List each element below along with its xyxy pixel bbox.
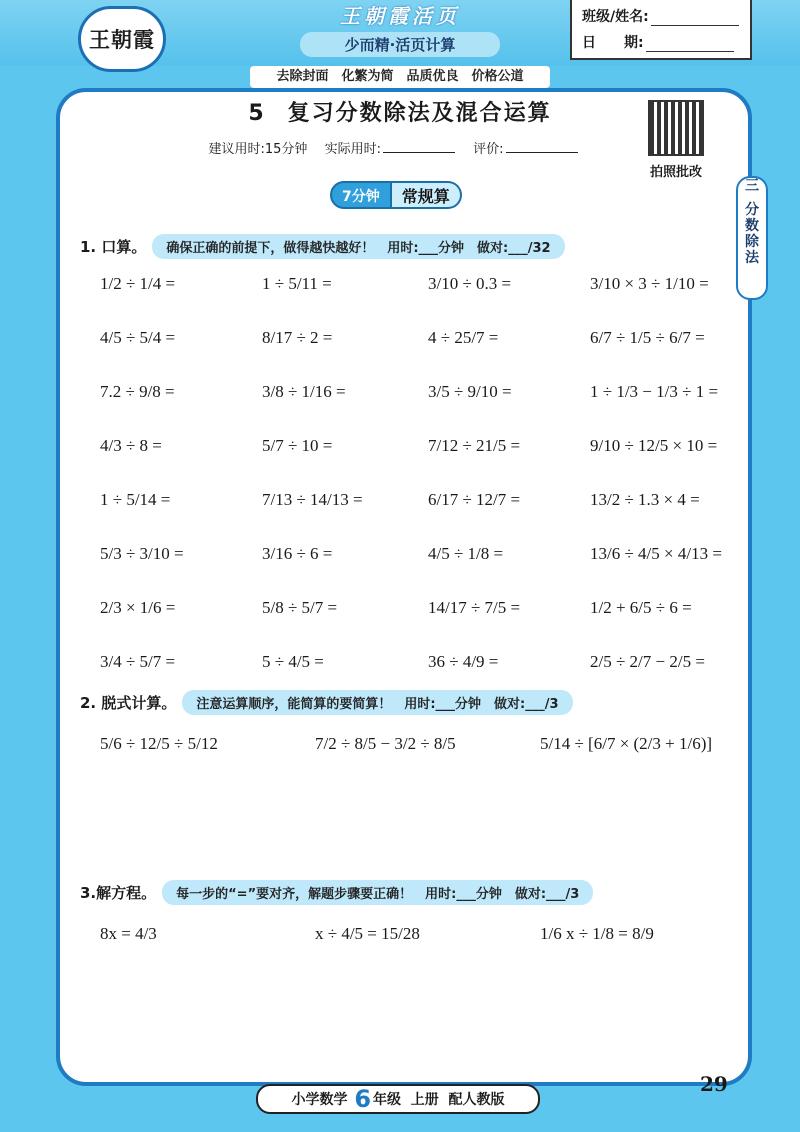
oral-item: 1/2 ÷ 1/4 = bbox=[100, 274, 176, 293]
chapter-side-tab bbox=[736, 176, 768, 300]
oral-item: 6/7 ÷ 1/5 ÷ 6/7 = bbox=[590, 328, 705, 347]
oral-item: 1 ÷ 1/3 − 1/3 ÷ 1 = bbox=[590, 382, 719, 401]
side-tab-char: 分 bbox=[745, 202, 759, 218]
equation-item: 8x = 4/3 bbox=[100, 924, 157, 943]
brand-title: 王朝霞活页 bbox=[340, 4, 460, 28]
oral-item: 5/3 ÷ 3/10 = bbox=[100, 544, 184, 563]
badge-minutes: 7分钟 bbox=[330, 181, 392, 209]
oral-item: 4/5 ÷ 5/4 = bbox=[100, 328, 176, 347]
actual-time-field[interactable] bbox=[383, 140, 455, 153]
qr-code[interactable] bbox=[648, 100, 704, 156]
footer-subject: 小学数学 bbox=[291, 1092, 348, 1108]
oral-item: 14/17 ÷ 7/5 = bbox=[428, 598, 521, 617]
side-tab-char: 三 bbox=[745, 178, 759, 194]
oral-item: 13/6 ÷ 4/5 × 4/13 = bbox=[590, 544, 722, 563]
student-info-box bbox=[570, 0, 752, 60]
footer-grade: 6 bbox=[354, 1085, 372, 1113]
evaluation-label: 评价: bbox=[473, 142, 504, 157]
section-stepwise bbox=[80, 690, 573, 715]
oral-item: 9/10 ÷ 12/5 × 10 = bbox=[590, 436, 718, 455]
date-field[interactable] bbox=[646, 37, 734, 52]
section-label: 2. 脱式计算。 bbox=[80, 694, 177, 712]
oral-item: 3/8 ÷ 1/16 = bbox=[262, 382, 346, 401]
page-number: 29 bbox=[700, 1072, 728, 1096]
section-tip: 注意运算顺序，能简算的要简算！ 用时:___分钟 做对:___/3 bbox=[182, 690, 572, 715]
stepwise-item: 5/14 ÷ [6/7 × (2/3 + 1/6)] bbox=[540, 734, 713, 753]
section-tip: 确保正确的前提下，做得越快越好！ 用时:___分钟 做对:___/32 bbox=[152, 234, 564, 259]
section-equations bbox=[80, 880, 593, 905]
footer-grade-unit: 年级 bbox=[373, 1092, 402, 1108]
oral-item: 2/3 × 1/6 = bbox=[100, 598, 176, 617]
oral-item: 5 ÷ 4/5 = bbox=[262, 652, 324, 671]
date-row bbox=[582, 32, 734, 52]
oral-item: 7/13 ÷ 14/13 = bbox=[262, 490, 363, 509]
class-name-row bbox=[582, 6, 739, 26]
oral-item: 13/2 ÷ 1.3 × 4 = bbox=[590, 490, 700, 509]
oral-item: 36 ÷ 4/9 = bbox=[428, 652, 499, 671]
oral-item: 4/3 ÷ 8 = bbox=[100, 436, 162, 455]
timer-badge bbox=[330, 181, 470, 209]
side-tab-char: 数 bbox=[745, 218, 759, 234]
qr-label: 拍照批改 bbox=[649, 165, 702, 180]
lesson-title: 复习分数除法及混合运算 bbox=[287, 101, 552, 126]
brand-subtitle: 少而精·活页计算 bbox=[300, 32, 500, 57]
date-label: 日 期: bbox=[582, 35, 644, 51]
footer-volume: 上册 bbox=[410, 1092, 439, 1108]
section-label: 1. 口算。 bbox=[80, 238, 147, 256]
oral-item: 3/16 ÷ 6 = bbox=[262, 544, 333, 563]
equation-item: 1/6 x ÷ 1/8 = 8/9 bbox=[540, 924, 654, 943]
section-label: 3.解方程。 bbox=[80, 884, 157, 902]
side-tab-char: 除 bbox=[745, 234, 759, 250]
oral-item: 3/10 ÷ 0.3 = bbox=[428, 274, 512, 293]
oral-item: 4 ÷ 25/7 = bbox=[428, 328, 499, 347]
oral-item: 1 ÷ 5/14 = bbox=[100, 490, 171, 509]
section-oral bbox=[80, 234, 565, 259]
footer-edition: 配人教版 bbox=[448, 1092, 505, 1108]
oral-item: 1 ÷ 5/11 = bbox=[262, 274, 332, 293]
stepwise-item: 5/6 ÷ 12/5 ÷ 5/12 bbox=[100, 734, 218, 753]
actual-time-label: 实际用时: bbox=[324, 142, 381, 157]
class-name-field[interactable] bbox=[651, 11, 739, 26]
oral-item: 7.2 ÷ 9/8 = bbox=[100, 382, 175, 401]
suggested-time: 建议用时:15分钟 bbox=[208, 142, 308, 157]
stepwise-item: 7/2 ÷ 8/5 − 3/2 ÷ 8/5 bbox=[315, 734, 456, 753]
logo-text: 王朝霞 bbox=[89, 27, 155, 52]
page-title bbox=[56, 96, 744, 127]
section-tip: 每一步的“=”要对齐，解题步骤要正确！ 用时:___分钟 做对:___/3 bbox=[162, 880, 593, 905]
oral-item: 3/5 ÷ 9/10 = bbox=[428, 382, 512, 401]
oral-item: 8/17 ÷ 2 = bbox=[262, 328, 333, 347]
oral-item: 3/4 ÷ 5/7 = bbox=[100, 652, 176, 671]
slogan: 去除封面 化繁为简 品质优良 价格公道 bbox=[250, 66, 550, 88]
brand-logo bbox=[78, 6, 166, 72]
equation-item: x ÷ 4/5 = 15/28 bbox=[315, 924, 420, 943]
oral-item: 1/2 + 6/5 ÷ 6 = bbox=[590, 598, 692, 617]
oral-item: 2/5 ÷ 2/7 − 2/5 = bbox=[590, 652, 705, 671]
class-name-label: 班级/姓名: bbox=[582, 9, 649, 25]
oral-item: 6/17 ÷ 12/7 = bbox=[428, 490, 521, 509]
side-tab-char: 法 bbox=[745, 250, 759, 266]
oral-item: 5/8 ÷ 5/7 = bbox=[262, 598, 338, 617]
oral-item: 4/5 ÷ 1/8 = bbox=[428, 544, 504, 563]
evaluation-field[interactable] bbox=[506, 140, 578, 153]
brand-header bbox=[300, 0, 500, 57]
oral-item: 5/7 ÷ 10 = bbox=[262, 436, 333, 455]
oral-item: 7/12 ÷ 21/5 = bbox=[428, 436, 521, 455]
badge-label: 常规算 bbox=[392, 181, 462, 209]
footer-bar bbox=[256, 1084, 540, 1114]
lesson-number: 5 bbox=[248, 101, 266, 126]
oral-item: 3/10 × 3 ÷ 1/10 = bbox=[590, 274, 709, 293]
